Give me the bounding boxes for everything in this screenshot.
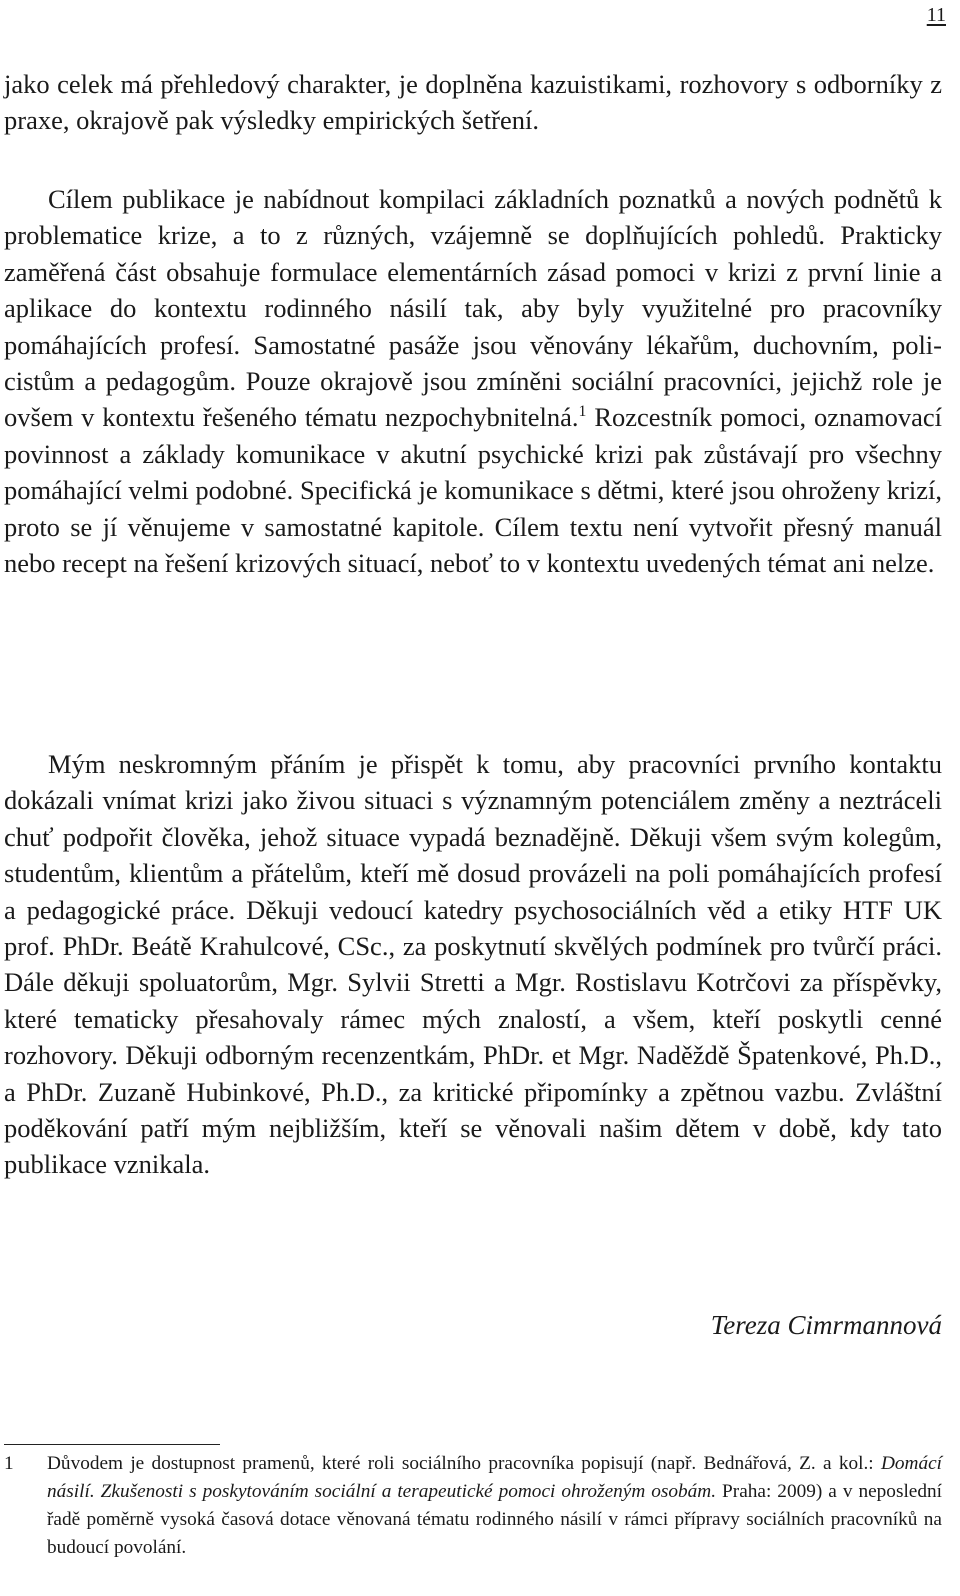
footnote-reference[interactable]: 1 — [578, 403, 587, 421]
footnote-divider — [4, 1444, 220, 1445]
page-number: 11 — [926, 4, 946, 26]
footnote-text — [47, 1450, 942, 1562]
paragraph-publication-goal — [4, 181, 942, 581]
paragraph-acknowledgements: Mým neskromným přáním je přispět k tomu, aby pracovníci prvního kontaktu dokázali vnímat krizi jako živou situaci s významným potenciálem změny a neztráceli chuť podpořit člověka, jehož situace vypadá beznadějně. Děkuji všem svým kolegům, studentům, klientům a přátelům, kteří mě dosud provázeli na poli pomáhajících profesí a pedagogické práce. Děkuji vedoucí katedry psychosociálních věd a etiky HTF UK prof. PhDr. Beátě Krahulcové, CSc., za poskytnutí skvělých podmínek pro tvůrčí práci. Dále děkuji spoluatorům, Mgr. Sylvii Stretti a Mgr. Rostislavu Kotrčovi za příspěvky, které tematicky přesahovaly rámec mých znalostí, a všem, kteří poskytli cenné rozhovory. Děkuji odborným recenzentkám, PhDr. et Mgr. Naděždě Špatenkové, Ph.D., a PhDr. Zuzaně Hubinkové, Ph.D., za kritické připomínky a zpětnou vazbu. Zvláštní poděkování patří mým nejbližším, kteří se věnovali našim dětem v době, kdy tato publikace vznikala. — [4, 749, 942, 1180]
footnote-cited-title: Domácí násilí. Zkušenosti s poskytováním sociální a terapeutické pomoci ohroženým osobám. — [47, 1453, 942, 1502]
footnote-number: 1 — [4, 1453, 14, 1474]
paragraph-text: Rozcestník pomoci, oznamovací povinnost a základy komunikace v akutní psychické krizi pak zůstávají pro všechny pomáhající velmi podobné. Specifická je komunikace s dětmi, které jsou ohroženy krizí, proto se jí věnujeme v samostatné kapitole. Cílem textu není vytvořit přesný manuál nebo recept na řešení krizových situací, neboť to v kontextu uvedených témat ani nelze. — [4, 402, 942, 579]
paragraph-intro-continuation: jako celek má přehledový charakter, je doplněna kazuistikami, rozhovory s odborníky z praxe, okrajově pak výsledky empirických šetření. — [4, 69, 942, 136]
footnote-text-part: Praha: 2009) a v neposlední řadě poměrně vysoká časová dotace věnovaná tématu rodinného násilí v rámci přípravy sociálních pracovníků na budoucí povolání. — [47, 1481, 942, 1558]
footnote-text-part: Důvodem je dostupnost pramenů, které roli sociálního pracovníka popisují (např. Bednářová, Z. a kol.: — [47, 1453, 881, 1474]
footnote — [4, 1450, 942, 1562]
paragraph-text: Cílem publikace je nabídnout kompilaci základních poznatků a nových podnětů k problematice krize, a to z různých, vzájemně se doplňujících pohledů. Prakticky zaměřená část obsahuje formulace elementárních zásad pomoci v krizi z první linie a aplikace do kontextu rodinného násilí tak, aby byly využitelné pro pracovníky pomáhajících profesí. Samostatné pasáže jsou věnovány lékařům, duchovním, policistům a pedagogům. Pouze okrajově jsou zmíněni sociální pracovníci, jejichž role je ovšem v kontextu řešeného tématu nezpochybnitelná. — [4, 184, 942, 433]
author-signature: Tereza Cimrmannová — [710, 1310, 942, 1340]
